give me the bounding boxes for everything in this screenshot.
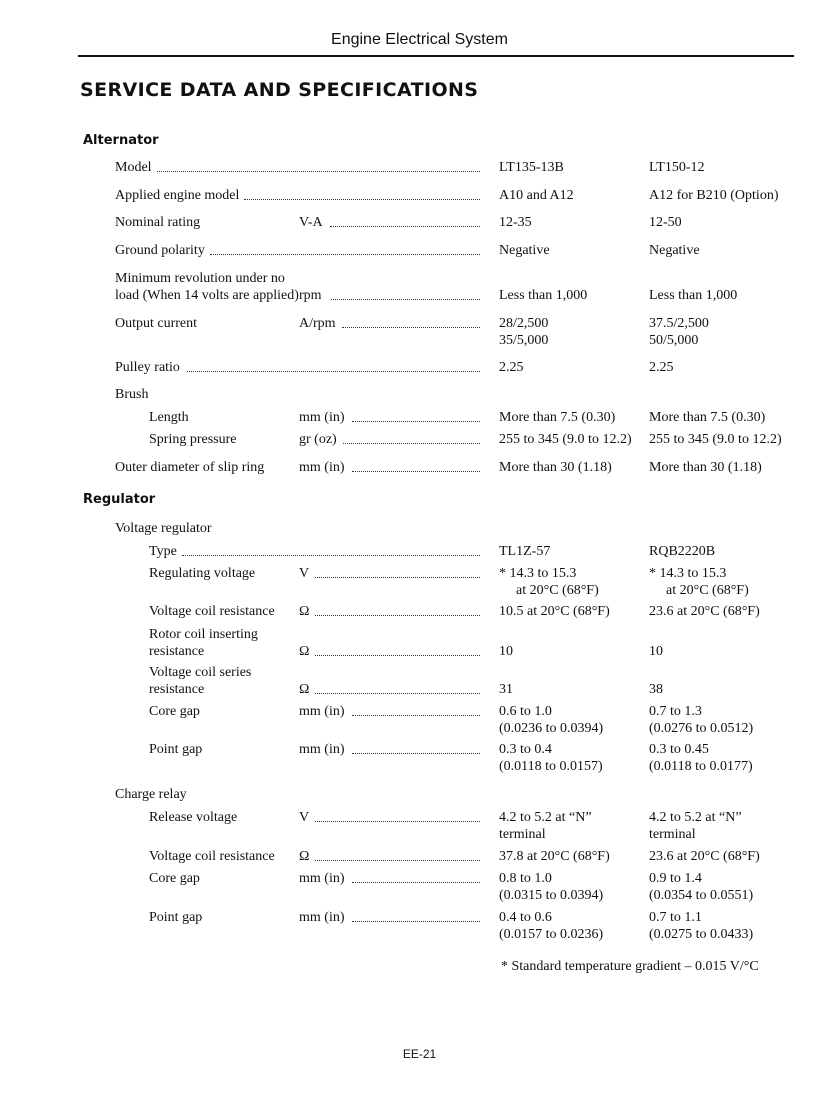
rotor-coil-value-b: 10 (649, 644, 663, 659)
point-gap-label: Point gap (149, 742, 203, 757)
polarity-label: Ground polarity (115, 243, 205, 258)
output-value-a1: 28/2,500 (499, 316, 549, 331)
minrev-value-a: Less than 1,000 (499, 288, 588, 303)
rating-unit: V-A (299, 215, 323, 230)
core-gap-label: Core gap (149, 704, 200, 719)
leader-dots (352, 421, 480, 422)
point-gap-value-b1: 0.3 to 0.45 (649, 742, 709, 757)
relay-point-gap-value-b2: (0.0275 to 0.0433) (649, 927, 754, 942)
section-heading-alternator: Alternator (83, 133, 159, 148)
leader-dots (330, 226, 480, 227)
leader-dots (352, 921, 480, 922)
page-number: EE-21 (402, 1047, 437, 1061)
output-value-b2: 50/5,000 (649, 333, 699, 348)
series-resistance-label-line2: resistance (149, 682, 205, 697)
spring-pressure-unit: gr (oz) (299, 432, 337, 447)
rating-value-b: 12-50 (649, 215, 682, 230)
relay-point-gap-value-a1: 0.4 to 0.6 (499, 910, 552, 925)
page-title: SERVICE DATA AND SPECIFICATIONS (80, 79, 479, 101)
minrev-unit: rpm (299, 288, 322, 303)
regulating-voltage-value-b1: * 14.3 to 15.3 (649, 566, 727, 581)
series-resistance-label-line1: Voltage coil series (149, 665, 252, 680)
core-gap-value-b1: 0.7 to 1.3 (649, 704, 702, 719)
charge-relay-heading: Charge relay (115, 787, 187, 802)
leader-dots (352, 715, 480, 716)
release-voltage-value-a2: terminal (499, 827, 546, 842)
relay-voltage-coil-resistance-value-b: 23.6 at 20°C (68°F) (649, 849, 760, 864)
rating-label: Nominal rating (115, 215, 201, 230)
type-value-a: TL1Z-57 (499, 544, 551, 559)
polarity-value-b: Negative (649, 243, 700, 258)
slipring-value-b: More than 30 (1.18) (649, 460, 762, 475)
relay-point-gap-value-a2: (0.0157 to 0.0236) (499, 927, 604, 942)
output-unit: A/rpm (299, 316, 336, 331)
release-voltage-value-b1: 4.2 to 5.2 at “N” (649, 810, 742, 825)
brush-length-value-a: More than 7.5 (0.30) (499, 410, 616, 425)
relay-voltage-coil-resistance-value-a: 37.8 at 20°C (68°F) (499, 849, 610, 864)
regulating-voltage-value-a1: * 14.3 to 15.3 (499, 566, 577, 581)
running-header: Engine Electrical System (331, 31, 508, 48)
core-gap-unit: mm (in) (299, 704, 345, 719)
voltage-coil-resistance-value-b: 23.6 at 20°C (68°F) (649, 604, 760, 619)
voltage-coil-resistance-unit: Ω (299, 604, 310, 619)
minrev-label-line2: load (When 14 volts are applied) (115, 288, 299, 303)
voltage-coil-resistance-value-a: 10.5 at 20°C (68°F) (499, 604, 610, 619)
release-voltage-value-b2: terminal (649, 827, 696, 842)
relay-voltage-coil-resistance-unit: Ω (299, 849, 310, 864)
model-value-a: LT135-13B (499, 160, 564, 175)
brush-length-unit: mm (in) (299, 410, 345, 425)
leader-dots (315, 693, 480, 694)
pulley-value-a: 2.25 (499, 360, 524, 375)
relay-core-gap-value-a1: 0.8 to 1.0 (499, 871, 552, 886)
rating-value-a: 12-35 (499, 215, 532, 230)
leader-dots (315, 821, 480, 822)
section-heading-regulator: Regulator (83, 492, 156, 507)
point-gap-value-a1: 0.3 to 0.4 (499, 742, 552, 757)
rotor-coil-unit: Ω (299, 644, 310, 659)
model-label: Model (115, 160, 152, 175)
output-value-b1: 37.5/2,500 (649, 316, 709, 331)
series-resistance-unit: Ω (299, 682, 310, 697)
spring-pressure-value-b: 255 to 345 (9.0 to 12.2) (649, 432, 782, 447)
brush-length-value-b: More than 7.5 (0.30) (649, 410, 766, 425)
leader-dots (315, 860, 480, 861)
slipring-value-a: More than 30 (1.18) (499, 460, 612, 475)
leader-dots (352, 753, 480, 754)
leader-dots (315, 577, 480, 578)
series-resistance-value-b: 38 (649, 682, 663, 697)
spring-pressure-value-a: 255 to 345 (9.0 to 12.2) (499, 432, 632, 447)
leader-dots (244, 199, 480, 200)
relay-core-gap-value-a2: (0.0315 to 0.0394) (499, 888, 604, 903)
relay-core-gap-value-b2: (0.0354 to 0.0551) (649, 888, 754, 903)
brush-length-label: Length (149, 410, 189, 425)
core-gap-value-a2: (0.0236 to 0.0394) (499, 721, 604, 736)
leader-dots (331, 299, 480, 300)
output-value-a2: 35/5,000 (499, 333, 549, 348)
rotor-coil-value-a: 10 (499, 644, 513, 659)
spring-pressure-label: Spring pressure (149, 432, 237, 447)
relay-core-gap-value-b1: 0.9 to 1.4 (649, 871, 702, 886)
relay-core-gap-unit: mm (in) (299, 871, 345, 886)
leader-dots (315, 615, 480, 616)
leader-dots (182, 555, 480, 556)
type-label: Type (149, 544, 177, 559)
regulating-voltage-label: Regulating voltage (149, 566, 256, 581)
leader-dots (187, 371, 480, 372)
minrev-value-b: Less than 1,000 (649, 288, 738, 303)
header-rule (78, 55, 794, 57)
type-value-b: RQB2220B (649, 544, 716, 559)
relay-point-gap-unit: mm (in) (299, 910, 345, 925)
rotor-coil-label-line2: resistance (149, 644, 205, 659)
relay-voltage-coil-resistance-label: Voltage coil resistance (149, 849, 275, 864)
model-value-b: LT150-12 (649, 160, 705, 175)
regulating-voltage-value-a2: at 20°C (68°F) (516, 583, 599, 598)
release-voltage-unit: V (299, 810, 310, 825)
leader-dots (342, 327, 480, 328)
core-gap-value-a1: 0.6 to 1.0 (499, 704, 552, 719)
regulating-voltage-unit: V (299, 566, 310, 581)
footnote: * Standard temperature gradient – 0.015 V/°C (501, 959, 759, 974)
point-gap-value-b2: (0.0118 to 0.0177) (649, 759, 753, 774)
polarity-value-a: Negative (499, 243, 550, 258)
slipring-label: Outer diameter of slip ring (115, 460, 265, 475)
minrev-label-line1: Minimum revolution under no (115, 271, 285, 286)
regulating-voltage-value-b2: at 20°C (68°F) (666, 583, 749, 598)
brush-heading: Brush (115, 387, 149, 402)
output-label: Output current (115, 316, 198, 331)
leader-dots (343, 443, 480, 444)
core-gap-value-b2: (0.0276 to 0.0512) (649, 721, 754, 736)
engine-value-a: A10 and A12 (499, 188, 574, 203)
relay-core-gap-label: Core gap (149, 871, 200, 886)
voltage-coil-resistance-label: Voltage coil resistance (149, 604, 275, 619)
relay-point-gap-value-b1: 0.7 to 1.1 (649, 910, 702, 925)
pulley-label: Pulley ratio (115, 360, 180, 375)
leader-dots (157, 171, 480, 172)
voltage-regulator-heading: Voltage regulator (115, 521, 212, 536)
pulley-value-b: 2.25 (649, 360, 674, 375)
point-gap-unit: mm (in) (299, 742, 345, 757)
release-voltage-label: Release voltage (149, 810, 238, 825)
leader-dots (315, 655, 480, 656)
leader-dots (352, 882, 480, 883)
release-voltage-value-a1: 4.2 to 5.2 at “N” (499, 810, 592, 825)
leader-dots (352, 471, 480, 472)
point-gap-value-a2: (0.0118 to 0.0157) (499, 759, 603, 774)
relay-point-gap-label: Point gap (149, 910, 203, 925)
engine-label: Applied engine model (115, 188, 240, 203)
engine-value-b: A12 for B210 (Option) (649, 188, 779, 203)
rotor-coil-label-line1: Rotor coil inserting (149, 627, 258, 642)
leader-dots (210, 254, 480, 255)
slipring-unit: mm (in) (299, 460, 345, 475)
series-resistance-value-a: 31 (499, 682, 513, 697)
